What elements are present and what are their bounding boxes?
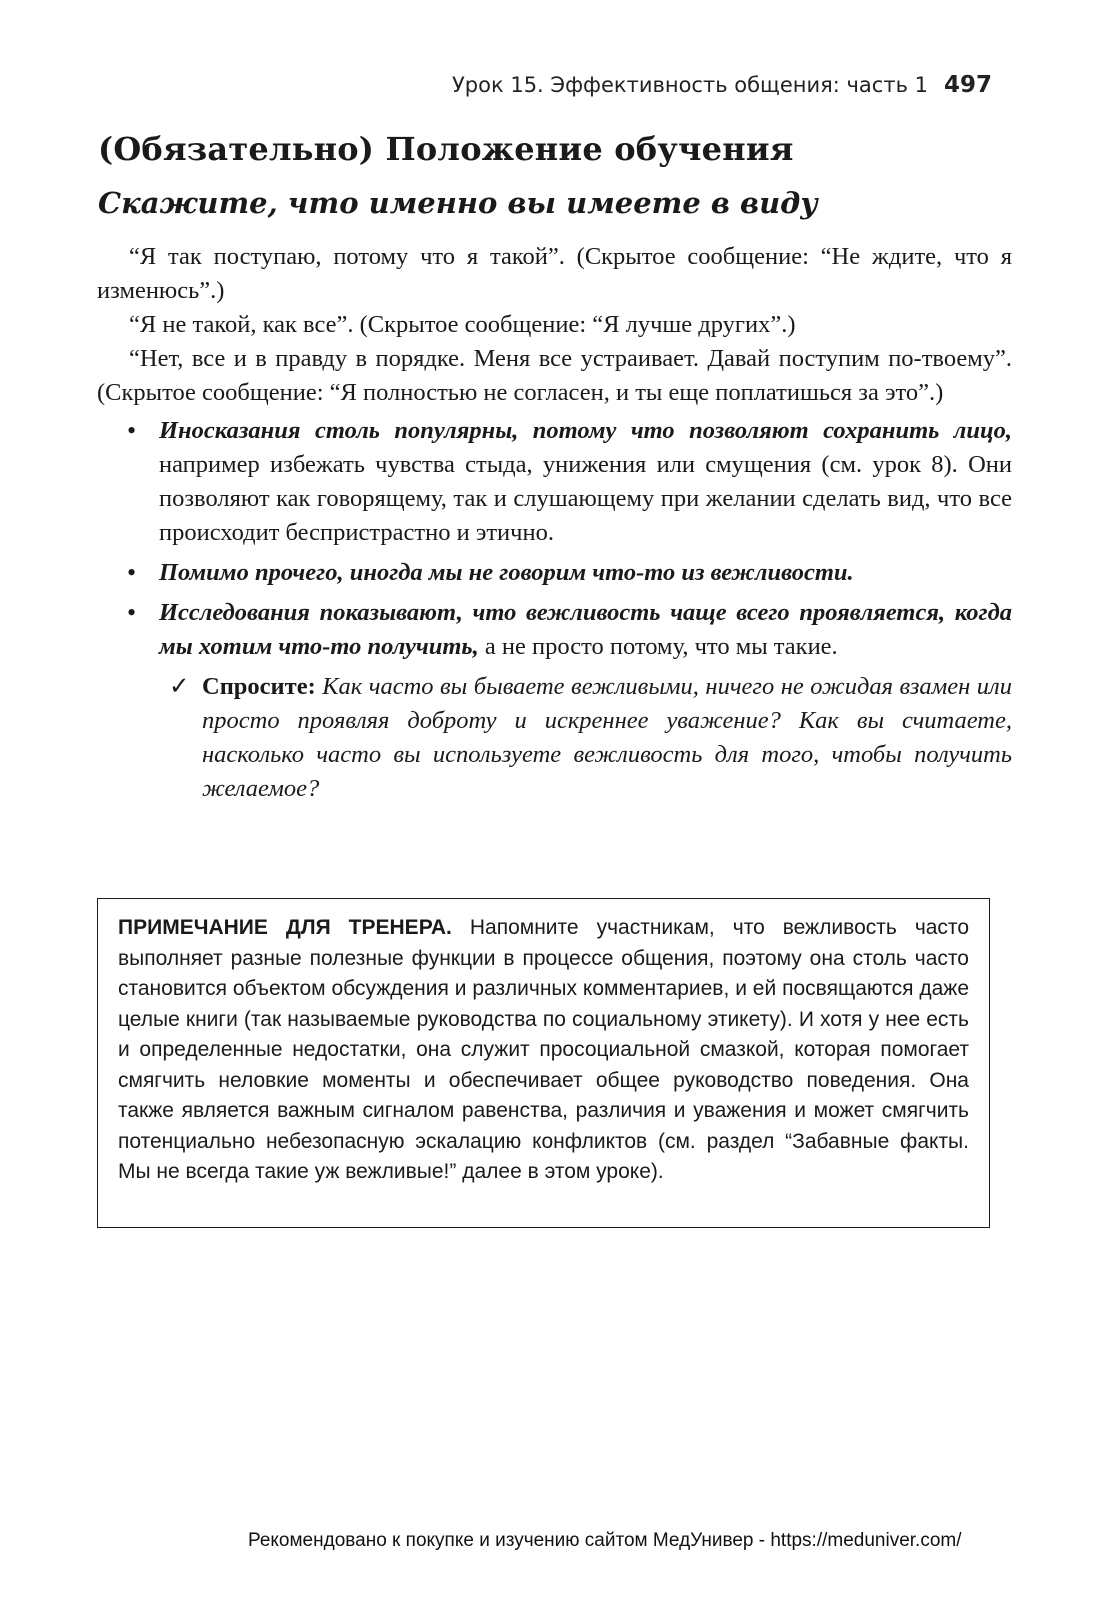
checkmark-icon: ✓ [169,673,190,700]
footer-watermark: Рекомендовано к покупке и изучению сайтом МедУнивер - https://meduniver.com/ [248,1530,962,1551]
body-text [97,240,1012,806]
bullet-text: например избежать чувства стыда, унижения или смущения (см. урок 8). Они позволяют как говорящему, так и слушающему при желании сделать вид, что все происходит беспристрастно и этично. [159,451,1012,546]
section-title: (Обязательно) Положение обучения [98,130,794,168]
page-number: 497 [943,72,992,98]
trainer-note-box [97,898,990,1228]
bullet-emphasis: Иносказания столь популярны, потому что позволяют сохранить лицо, [159,417,1012,444]
ask-item [97,670,1012,806]
trainer-note-label: ПРИМЕЧАНИЕ ДЛЯ ТРЕНЕРА. [118,916,452,939]
bullet-emphasis: Исследования показывают, что вежливость чаще всего проявляется, когда мы хотим что-то получить, [159,599,1012,660]
paragraph: “Нет, все и в правду в порядке. Меня все устраивает. Давай поступим по-твоему”. (Скрытое сообщение: “Я полностью не согласен, и ты еще поплатишься за это”.) [97,345,1012,406]
paragraph: “Я так поступаю, потому что я такой”. (Скрытое сообщение: “Не ждите, что я изменюсь”.) [97,243,1012,304]
paragraph: “Я не такой, как все”. (Скрытое сообщение: “Я лучше других”.) [129,311,796,338]
trainer-note-text: Напомните участникам, что вежливость часто выполняет разные полезные функции в процессе общения, поэтому она столь часто становится объектом обсуждения и различных комментариев, и ей посвящаются даже целые книги (так называемые руководства по социальному этикету). И хотя у нее есть и определенные недостатки, она служит просоциальной смазкой, которая помогает смягчить неловкие моменты и обеспечивает общее руководство поведения. Она также является важным сигналом равенства, различия и уважения и может смягчить потенциально небезопасную эскалацию конфликтов (см. раздел “Забавные факты. Мы не всегда такие уж вежливые!” далее в этом уроке). [118,916,969,1183]
running-header [452,72,992,98]
list-item [97,414,1012,550]
ask-label: Спросите: [202,673,316,700]
list-item [97,556,1012,590]
list-item [97,596,1012,664]
bullet-list [97,414,1012,664]
bullet-emphasis: Помимо прочего, иногда мы не говорим что-то из вежливости. [159,559,854,586]
bullet-text: а не просто потому, что мы такие. [478,633,838,660]
ask-question: Как часто вы бываете вежливыми, ничего не ожидая взамен или просто проявляя доброту и искреннее уважение? Как вы считаете, насколько часто вы используете вежливость для того, чтобы получить желаемое? [202,673,1012,802]
section-subtitle: Скажите, что именно вы имеете в виду [98,186,818,220]
running-title: Урок 15. Эффективность общения: часть 1 [452,73,928,97]
